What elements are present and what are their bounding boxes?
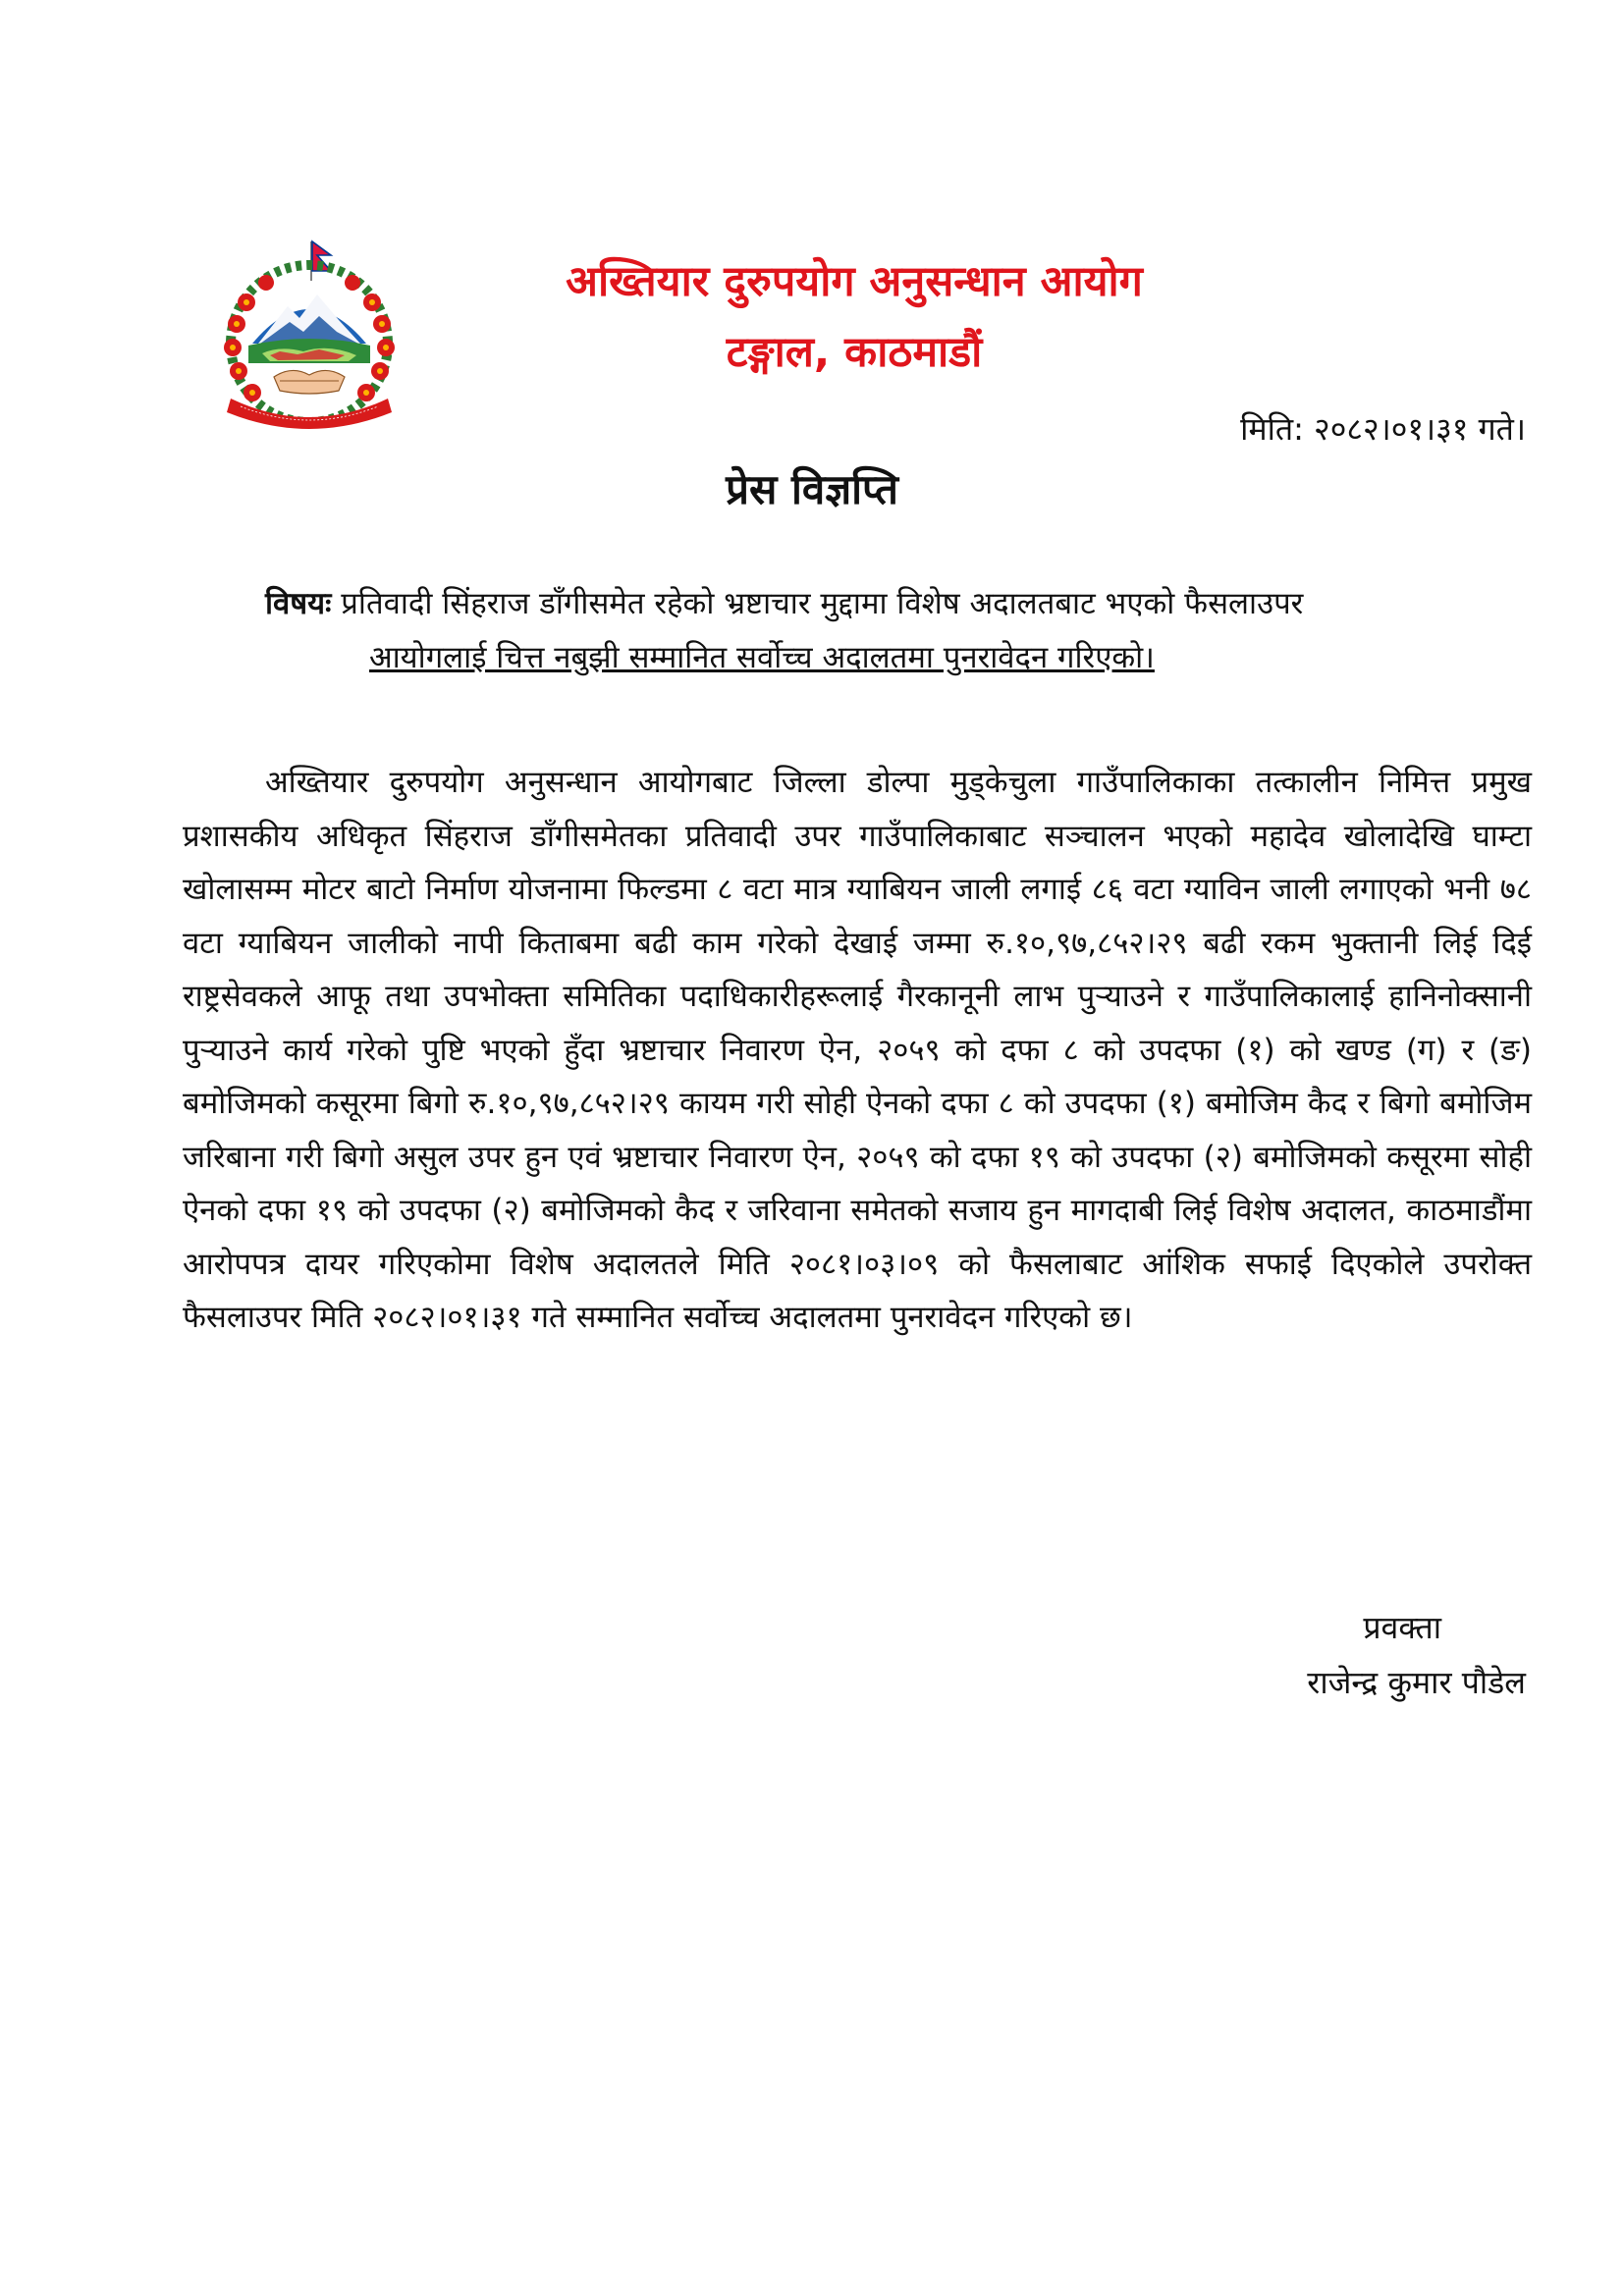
page-title: प्रेस विज्ञप्ति [726, 465, 898, 513]
signature-block [1307, 1600, 1526, 1710]
date-line: मिति: २०८२।०१।३१ गते। [1240, 410, 1526, 448]
handshake-icon [274, 370, 345, 394]
hills-map-icon [248, 339, 370, 363]
mountain-icon [252, 294, 366, 344]
subject-line-1: प्रतिवादी सिंहराज डाँगीसमेत रहेको भ्रष्टाचार मुद्दामा विशेष अदालतबाट भएको फैसलाउपर [341, 586, 1304, 621]
motto-ribbon [227, 399, 392, 429]
body-paragraph: अख्तियार दुरुपयोग अनुसन्धान आयोगबाट जिल्ला डोल्पा मुड्केचुला गाउँपालिकाका तत्कालीन निमित्त प्रमुख प्रशासकीय अधिकृत सिंहराज डाँगीसमेतका प्रतिवादी उपर गाउँपालिकाबाट सञ्चालन भएको महादेव खोलादेखि घाम्टा खोलासम्म मोटर बाटो निर्माण योजनामा फिल्डमा ८ वटा मात्र ग्याबियन जाली लगाई ८६ वटा ग्याविन जाली लगाएको भनी ७८ वटा ग्याबियन जालीको नापी किताबमा बढी काम गरेको देखाई जम्मा रु.१०,९७,८५२।२९ बढी रकम भुक्तानी लिई दिई राष्ट्रसेवकले आफू तथा उपभोक्ता समितिका पदाधिकारीहरूलाई गैरकानूनी लाभ पुऱ्याउने र गाउँपालिकालाई हानिनोक्सानी पुऱ्याउने कार्य गरेको पुष्टि भएको हुँदा भ्रष्टाचार निवारण ऐन, २०५९ को दफा ८ को उपदफा (१) को खण्ड (ग) र (ङ) बमोजिमको कसूरमा बिगो रु.१०,९७,८५२।२९ कायम गरी सोही ऐनको दफा ८ को उपदफा (१) बमोजिम कैद र बिगो बमोजिम जरिबाना गरी बिगो असुल उपर हुन एवं भ्रष्टाचार निवारण ऐन, २०५९ को दफा १९ को उपदफा (२) बमोजिमको कसूरमा सोही ऐनको दफा १९ को उपदफा (२) बमोजिमको कैद र जरिवाना समेतको सजाय हुन मागदाबी लिई विशेष अदालत, काठमाडौंमा आरोपपत्र दायर गरिएकोमा विशेष अदालतले मिति २०८१।०३।०९ को फैसलाबाट आंशिक सफाई दिएकोले उपरोक्त फैसलाउपर मिति २०८२।०१।३१ गते सम्मानित सर्वोच्च अदालतमा पुनरावेदन गरिएको छ। [183, 765, 1532, 1335]
national-emblem-icon [201, 234, 417, 440]
signatory-role: प्रवक्ता [1363, 1609, 1441, 1646]
signatory-name: राजेन्द्र कुमार पौडेल [1307, 1664, 1526, 1701]
subject-block [265, 577, 1532, 685]
organization-name: अख्तियार दुरुपयोग अनुसन्धान आयोग [566, 257, 1143, 306]
subject-label: विषयः [265, 586, 332, 621]
organization-location: टङ्गाल, काठमाडौं [726, 328, 983, 377]
subject-line-2: आयोगलाई चित्त नबुझी सम्मानित सर्वोच्च अदालतमा पुनरावेदन गरिएको। [369, 640, 1155, 675]
subject-line-2-wrapper [265, 631, 1532, 685]
